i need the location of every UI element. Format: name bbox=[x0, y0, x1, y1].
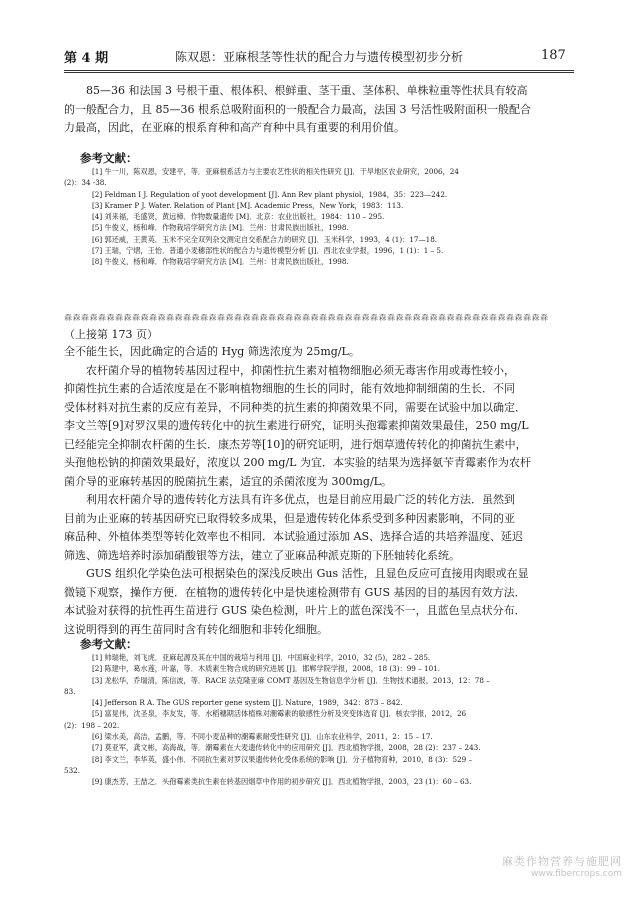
text-line: 全不能生长，因此确定的合适的 Hyg 筛选浓度为 25mg/L。 bbox=[64, 345, 360, 358]
reference-item: [1] 帅瑞艳，刘飞虎．亚麻起源及其在中国的栽培与利用 [J]．中国麻业科学，2010，32 (5)，282 – 285. bbox=[92, 653, 431, 662]
watermark-url: www.fibercrops.com bbox=[531, 869, 622, 879]
running-header bbox=[0, 47, 635, 69]
reference-item: [8] 李文兰，李华英，盛小伟．不同抗生素对罗汉果遗传转化受体系统的影响 [J]．分子植物育种，2010，8 (3)：529 – bbox=[92, 754, 473, 764]
reference-item: [5] 富晃伟，沈圣泉，李友发，等．水稻穗期活体植株对潮霉素的敏感性分析及突变体选育 [J]．核农学报，2012，26 bbox=[92, 709, 467, 719]
reference-item: [6] 郭还威，王黄英．玉米不完全双列杂交测定自交系配合力的研究 [J]．玉米科学，1993，4 (1)：17—18. bbox=[92, 234, 438, 244]
text-line: 利用农杆菌介导的遗传转化方法具有许多优点，也是目前应用最广泛的转化方法．虽然到 bbox=[86, 493, 515, 506]
continued-from-page: （上接第 173 页） bbox=[64, 328, 158, 341]
reference-item-continued: 83. bbox=[64, 686, 76, 696]
references-title: 参考文献： bbox=[80, 637, 138, 651]
reference-item: [1] 牛一川，陈双恩，安建平，等．亚麻根系活力与主要农艺性状的相关性研究 [J]．干旱地区农业研究，2006，24 bbox=[92, 167, 459, 176]
text-line: 筛选、筛选培养时添加硝酸银等方法，建立了亚麻品种派克斯的下胚轴转化系统。 bbox=[64, 548, 460, 562]
text-line: 农杆菌介导的植物转基因过程中，抑菌性抗生素对植物细胞必须无毒害作用或毒性较小， bbox=[86, 363, 515, 377]
text-line: 抑菌性抗生素的合适浓度是在不影响植物细胞的生长的同时，能有效地抑制细菌的生长．不同 bbox=[64, 382, 515, 395]
text-line: 受体材料对抗生素的反应有差异，不同种类的抗生素的抑菌效果不同，需要在试验中加以确定． bbox=[64, 400, 526, 414]
header-rule bbox=[64, 70, 574, 71]
text-line: GUS 组织化学染色法可根据染色的深浅反映出 Gus 活性，且显色反应可直接用肉眼或在显 bbox=[86, 567, 529, 580]
reference-item: [3] Kramer P J. Water. Relation of Plant [M]. Academic Press，New York，1983：113. bbox=[92, 200, 404, 210]
continued-paragraphs bbox=[64, 343, 576, 639]
reference-item: [3] 龙松华，乔瑞清，陈信波，等．RACE 法克隆亚麻 COMT 基因及生物信息学分析 [J]．生物技术通报，2013，12：78 – bbox=[92, 675, 490, 685]
reference-item: [4] 刘来福，毛盛贤，黄远樟．作物数量遗传 [M]．北京：农业出版社，1984：110 – 295. bbox=[92, 212, 385, 222]
reference-item-continued: (2)：198 – 202. bbox=[64, 720, 120, 730]
text-line: 这说明得到的再生苗同时含有转化细胞和非转化细胞。 bbox=[64, 622, 328, 636]
header-rule-secondary bbox=[64, 72, 574, 73]
watermark-title: 麻类作物营养与施肥网 bbox=[502, 855, 622, 868]
reference-item-continued: (2)：34 -38. bbox=[64, 178, 107, 188]
reference-item: [8] 牛俊义，杨和峰．作物栽培学研究方法 [M]．兰州：甘肃民族出版社，1998. bbox=[92, 257, 349, 267]
reference-item: [4] Jefferson R A. The GUS reporter gene system [J]. Nature，1989，342：873 – 842. bbox=[92, 698, 403, 708]
page-number: 187 bbox=[541, 48, 566, 63]
text-line: 的一般配合力，且 85—36 根系总吸附面积的一般配合力最高，法国 3 号活性吸附面积一般配合 bbox=[64, 102, 531, 116]
issue-number: 第 4 期 bbox=[64, 51, 109, 66]
text-line: 已经能完全抑制农杆菌的生长．康杰芳等[10]的研究证明，进行烟草遗传转化的抑菌抗生素中， bbox=[64, 437, 527, 451]
references-title: 参考文献： bbox=[80, 151, 138, 165]
reference-item: [6] 梁水美，高洁，孟鹏，等．不同小麦品种的潮霉素耐受性研究 [J]．山东农业科学，2011，2：15 – 17. bbox=[92, 732, 433, 742]
text-line: 头孢他松钠的抑菌效果最好，浓度以 200 mg/L 为宜．本实验的结果为选择氨苄青霉素作为农杆 bbox=[64, 456, 531, 469]
article-separator: 森森森森森森森森森森森森森森森森森森森森森森森森森森森森森森森森森森森森森森森森森森森森森森森森森森森森森森森森森 bbox=[64, 314, 549, 322]
reference-item: [2] Feldman I J. Regulation of yoot development [J]. Ann Rev plant physiol，1984，35：223—242. bbox=[92, 189, 448, 199]
text-line: 本试验对获得的抗性再生苗进行 GUS 染色检测，叶片上的蓝色深浅不一，且蓝色呈点状分布． bbox=[64, 604, 526, 617]
reference-item: [2] 陈建中，葛水莲，叶嘉，等．木质素生物合成的研究进展 [J]．邯郸学院学报，2008，18 (3)：99 – 101. bbox=[92, 664, 441, 674]
reference-item: [9] 康杰芳，王喆之．头孢霉素类抗生素在转基因烟草中作用的初步研究 [J]．西北植物学报，2003，23 (1)：60 – 63. bbox=[92, 777, 472, 787]
text-line: 麻品种、外植体类型等转化效率也不相同．本试验通过添加 AS、选择合适的共培养温度、延迟 bbox=[64, 530, 523, 543]
text-line: 力最高，因此，在亚麻的根系育种和高产育种中具有重要的利用价值。 bbox=[64, 121, 405, 134]
text-line: 微镜下观察，操作方便．在植物的遗传转化中是快速检测带有 GUS 基因的目的基因有效方法． bbox=[64, 585, 526, 599]
site-watermark bbox=[0, 853, 622, 879]
reference-item-continued: 532. bbox=[64, 765, 81, 775]
reference-item: [5] 牛俊义，杨和峰．作物栽培学研究方法 [M]．兰州：甘肃民族出版社，1998. bbox=[92, 223, 349, 233]
reference-item: [7] 莫亚军，龚文彬，高海战，等．潮霉素在大麦遗传转化中的应用研究 [J]．西北植物学报，2008，28 (2)：237 – 243. bbox=[92, 743, 481, 753]
text-line: 菌介导的亚麻转基因的脱菌抗生素，适宜的杀菌浓度为 300mg/L。 bbox=[64, 474, 392, 488]
reference-item: [7] 王瑞，宁熠，王怡．普通小麦穗部性状的配合力与遗传模型分析 [J]．西北农业学报，1996，1 (1)：1 – 5. bbox=[92, 246, 444, 256]
top-paragraph bbox=[64, 82, 576, 138]
text-line: 李文兰等[9]对罗汉果的遗传转化中的抗生素进行研究，证明头孢霉素抑菌效果最佳，250 mg/L bbox=[64, 419, 529, 432]
running-title: 陈双恩：亚麻根茎等性状的配合力与遗传模型初步分析 bbox=[175, 50, 464, 64]
text-line: 目前为止亚麻的转基因研究已取得较多成果，但是遗传转化体系受到多种因素影响，不同的亚 bbox=[64, 511, 515, 525]
references-list-1 bbox=[64, 166, 576, 268]
references-list-2 bbox=[64, 652, 576, 788]
text-line: 85—36 和法国 3 号根干重、根体积、根鲜重、茎干重、茎体积、单株粒重等性状具有较高 bbox=[86, 84, 528, 97]
